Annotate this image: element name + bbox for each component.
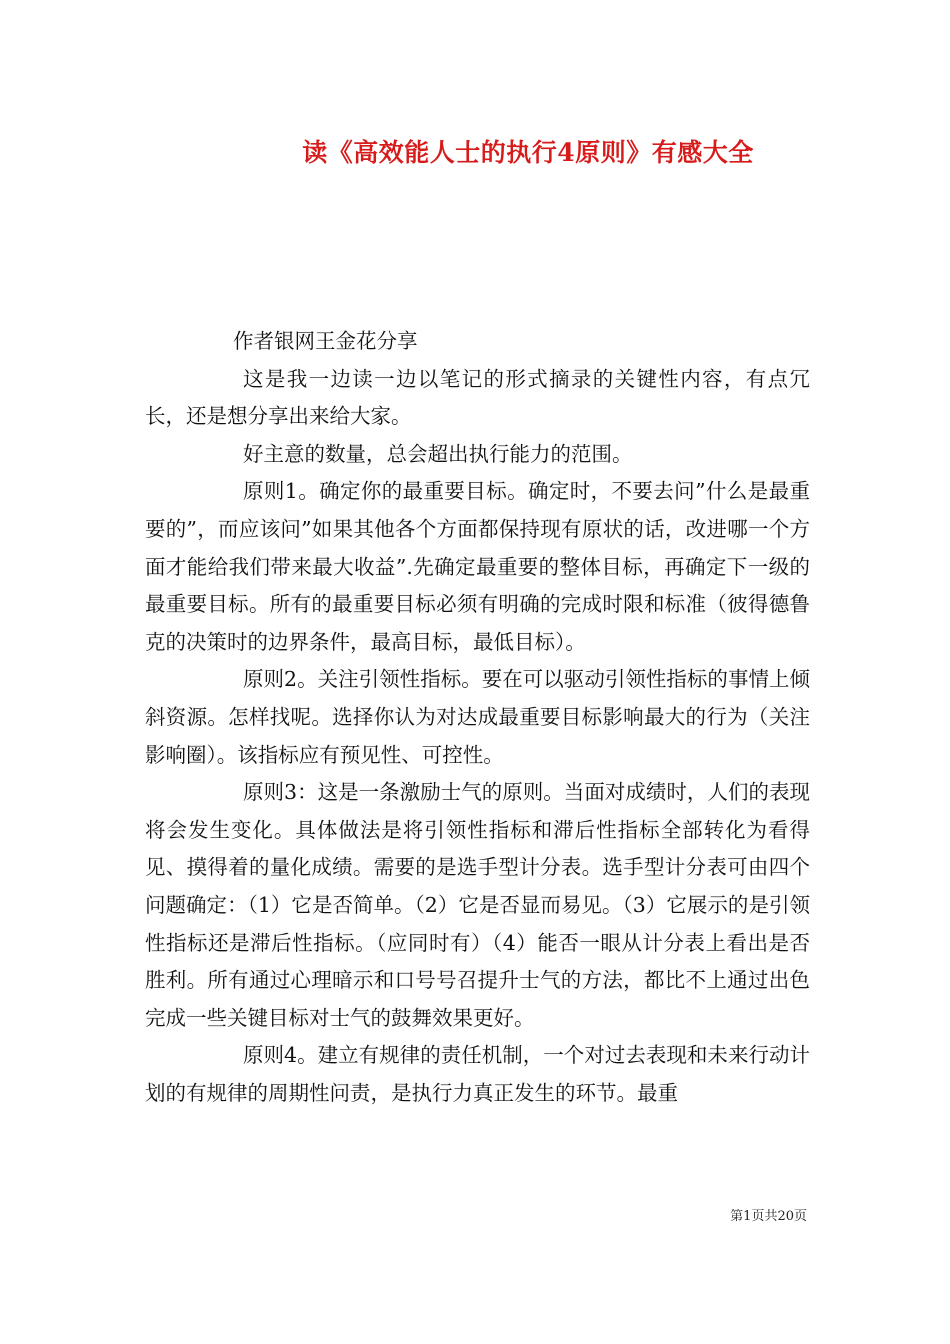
page-footer: 第1页共20页 (730, 1209, 807, 1224)
document-title: 读《高效能人士的执行4原则》有感大全 (302, 138, 754, 167)
paragraph-principle-1: 原则1。确定你的最重要目标。确定时，不要去问”什么是最重要的”，而应该问”如果其他各个方面都保持现有原状的话，改进哪一个方面才能给我们带来最大收益”.先确定最重要的整体目标，再确定下一级的最重要目标。所有的最重要目标必须有明确的完成时限和标准（彼得德鲁克的决策时的边界条件，最高目标，最低目标）。 (145, 479, 810, 654)
paragraph-principle-4: 原则4。建立有规律的责任机制，一个对过去表现和未来行动计划的有规律的周期性问责，是执行力真正发生的环节。最重 (145, 1043, 810, 1105)
paragraph-intro: 这是我一边读一边以笔记的形式摘录的关键性内容，有点冗长，还是想分享出来给大家。 (145, 366, 810, 429)
paragraph-ideas: 好主意的数量，总会超出执行能力的范围。 (243, 441, 633, 466)
paragraph-principle-2: 原则2。关注引领性指标。要在可以驱动引领性指标的事情上倾斜资源。怎样找呢。选择你认为对达成最重要目标影响最大的行为（关注影响圈）。该指标应有预见性、可控性。 (145, 667, 810, 767)
document-body (145, 323, 810, 1112)
author-line: 作者银网王金花分享 (233, 329, 418, 353)
paragraph-principle-3: 原则3：这是一条激励士气的原则。当面对成绩时，人们的表现将会发生变化。具体做法是将引领性指标和滞后性指标全部转化为看得见、摸得着的量化成绩。需要的是选手型计分表。选手型计分表可由四个问题确定：（1）它是否简单。（2）它是否显而易见。（3）它展示的是引领性指标还是滞后性指标。（应同时有）（4）能否一眼从计分表上看出是否胜利。所有通过心理暗示和口号号召提升士气的方法，都比不上通过出色完成一些关键目标对士气的鼓舞效果更好。 (145, 780, 810, 1030)
